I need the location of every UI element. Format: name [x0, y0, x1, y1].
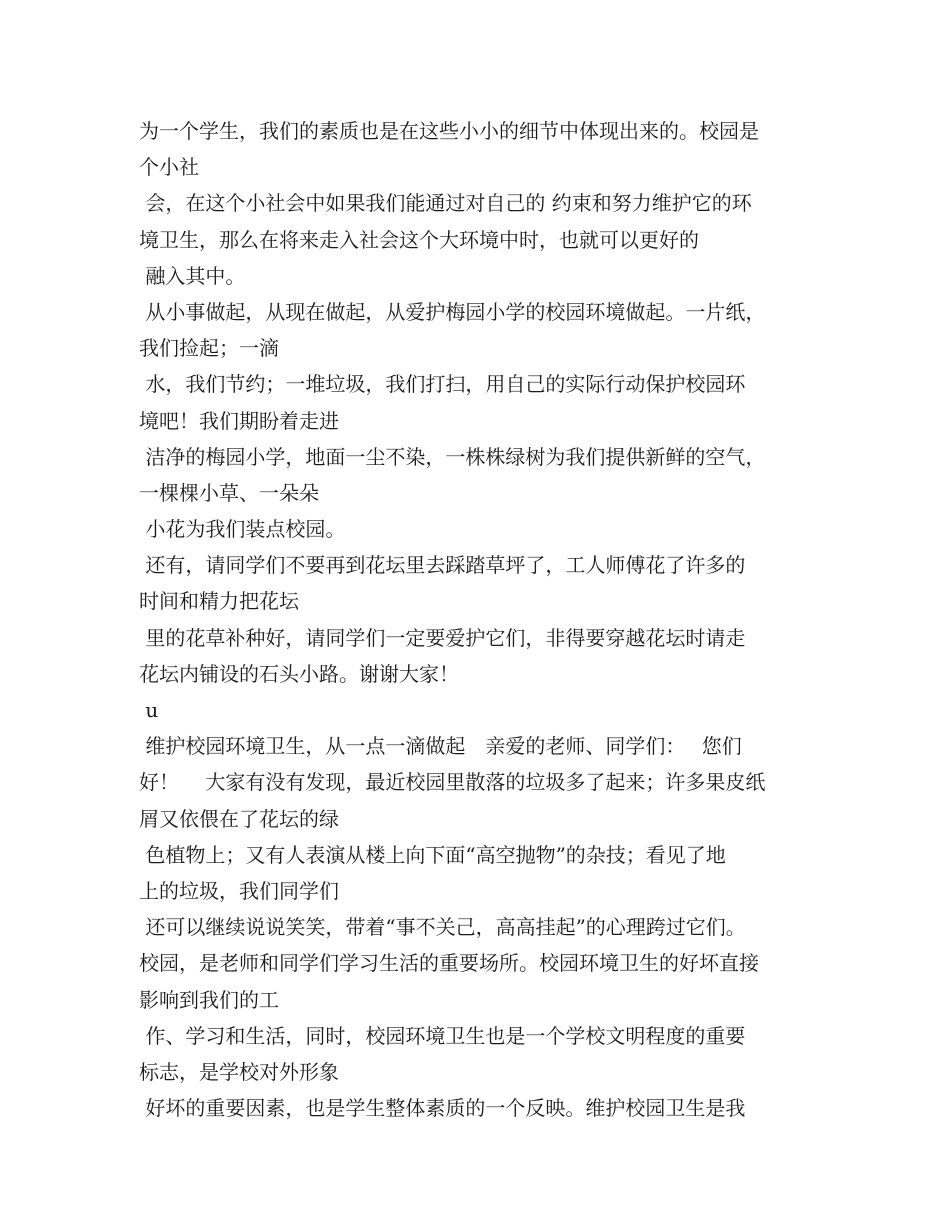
text-line: 为一个学生，我们的素质也是在这些小小的细节中体现出来的。校园是 [139, 119, 759, 143]
text-line: 影响到我们的工 [139, 987, 279, 1012]
text-line: 好！ 大家有没有发现，最近校园里散落的垃圾多了起来；许多果皮纸 [139, 770, 766, 795]
text-line: 校园，是老师和同学们学习生活的重要场所。校园环境卫生的好坏直接 [139, 951, 759, 976]
text-line: 时间和精力把花坛 [139, 589, 299, 614]
text-line: 小花为我们装点校园。 [139, 517, 346, 542]
text-line: 屑又依偎在了花坛的绿 [139, 806, 339, 831]
text-line: 洁净的梅园小学，地面一尘不染，一株株绿树为我们提供新鲜的空气， [139, 444, 766, 469]
text-line: 个小社 [139, 155, 199, 180]
text-line: 标志，是学校对外形象 [139, 1059, 339, 1084]
text-line: 维护校园环境卫生，从一点一滴做起 亲爱的老师、同学们： 您们 [139, 734, 742, 759]
text-line: 境卫生，那么在将来走入社会这个大环境中时，也就可以更好的 [139, 227, 699, 252]
text-line: 里的花草补种好，请同学们一定要爱护它们，非得要穿越花坛时请走 [139, 625, 746, 650]
text-line: u [139, 698, 159, 722]
text-line: 会，在这个小社会中如果我们能通过对自己的 约束和努力维护它的环 [139, 191, 752, 216]
text-line: 境吧！我们期盼着走进 [139, 408, 339, 433]
text-line: 色植物上；又有人表演从楼上向下面“高空抛物”的杂技；看见了地 [139, 842, 726, 867]
text-line: 还可以继续说说笑笑，带着“事不关己，高高挂起”的心理跨过它们。 [139, 915, 746, 940]
text-line: 水，我们节约；一堆垃圾，我们打扫，用自己的实际行动保护校园环 [139, 372, 746, 397]
text-line: 融入其中。 [139, 263, 246, 288]
text-line: 花坛内铺设的石头小路。谢谢大家！ [139, 661, 459, 686]
text-line: 上的垃圾，我们同学们 [139, 878, 339, 903]
text-line: 作、学习和生活，同时，校园环境卫生也是一个学校文明程度的重要 [139, 1023, 746, 1048]
text-line: 我们捡起；一滴 [139, 336, 279, 361]
document-body [139, 113, 829, 1126]
text-line: 从小事做起，从现在做起，从爱护梅园小学的校园环境做起。一片纸， [139, 299, 766, 324]
text-line: 一棵棵小草、一朵朵 [139, 480, 319, 505]
text-line: 还有，请同学们不要再到花坛里去踩踏草坪了，工人师傅花了许多的 [139, 553, 746, 578]
text-line: 好坏的重要因素，也是学生整体素质的一个反映。维护校园卫生是我 [139, 1096, 746, 1121]
